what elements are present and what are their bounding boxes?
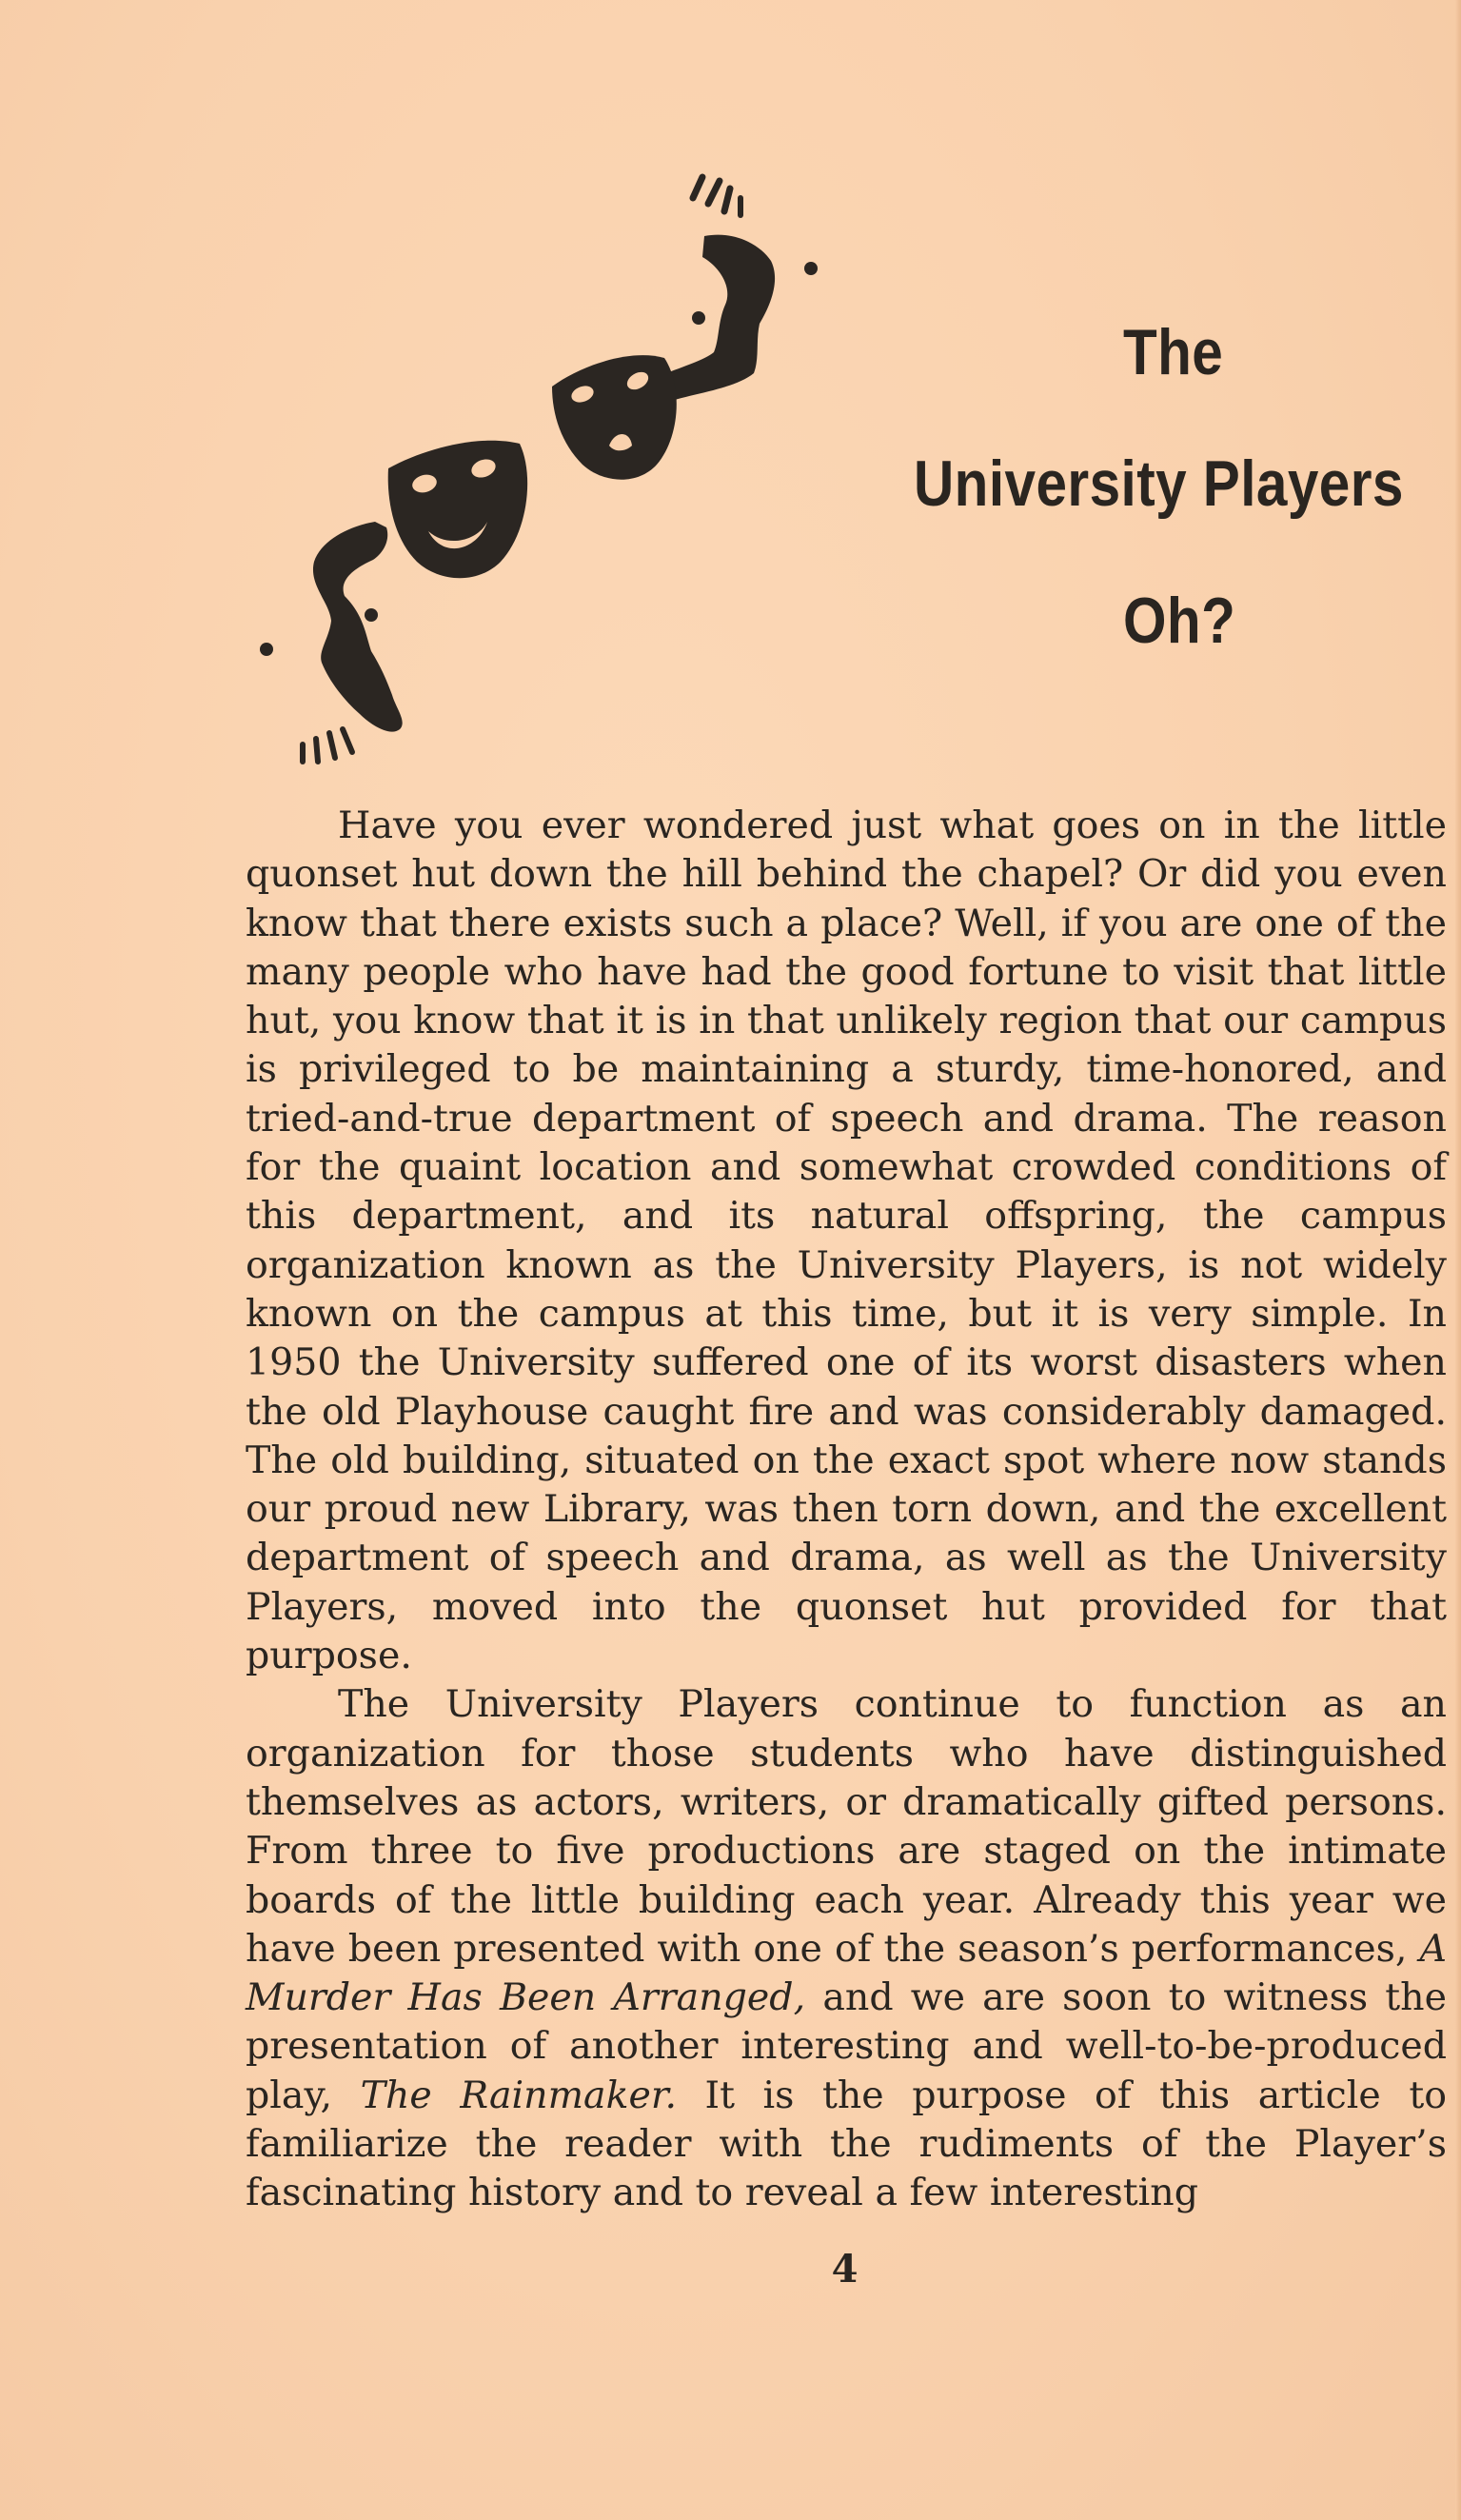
page-number: 4 xyxy=(831,2247,859,2292)
paragraph-1 xyxy=(246,802,1447,1680)
lower-arm-icon xyxy=(260,522,403,762)
play-title-rainmaker: The Rainmaker. xyxy=(360,2073,678,2117)
paragraph-2-part-a: The University Players continue to function as an organization for those students who have distinguished themselves as actors, writers, or dramatically gifted persons. From three to five productions are staged on the intimate boards of the little building each year. Already this year we have been presented with one of the season’s performances, xyxy=(246,1682,1447,1971)
paragraph-2-part-c: It is the purpose of this article to familiarize the reader with the rudiments of the Player’s fascinating history and to reveal a few interesting xyxy=(246,2073,1447,2215)
article-body xyxy=(246,802,1447,2218)
page-edge-shadow xyxy=(1455,0,1461,2520)
upper-mask-icon xyxy=(552,355,677,480)
title-line-1: The xyxy=(1123,316,1224,388)
title-line-3: Oh? xyxy=(1123,585,1236,657)
title-line-2: University Players xyxy=(914,447,1404,520)
lower-mask-icon xyxy=(388,441,527,579)
paragraph-2 xyxy=(246,1680,1447,2217)
paragraph-1-text: Have you ever wondered just what goes on in the little quonset hut down the hill behind the chapel? Or did you even know that there exists such a place? Well, if you are one of the many people who have had the good fortune to visit that little hut, you know that it is in that unlikely region that our campus is privileged to be maintaining a sturdy, time-honored, and tried-and-true department of speech and drama. The reason for the quaint location and somewhat crowded conditions of this department, and its natural offspring, the campus organization known as the University Players, is not widely known on the campus at this time, but it is very simple. In 1950 the University suffered one of its worst disasters when the old Playhouse caught fire and was considerably damaged. The old building, situated on the exact spot where now stands our proud new Library, was then torn down, and the excellent department of speech and drama, as well as the University Players, moved into the quonset hut provided for that purpose. xyxy=(246,804,1447,1678)
drama-masks-illustration xyxy=(238,162,847,771)
play-title-murder: A Murder Has Been Arranged, xyxy=(246,1926,1447,2020)
paragraph-2-part-b: and we are soon to witness the presentation of another interesting and well-to-be-produced play, xyxy=(246,1975,1447,2117)
